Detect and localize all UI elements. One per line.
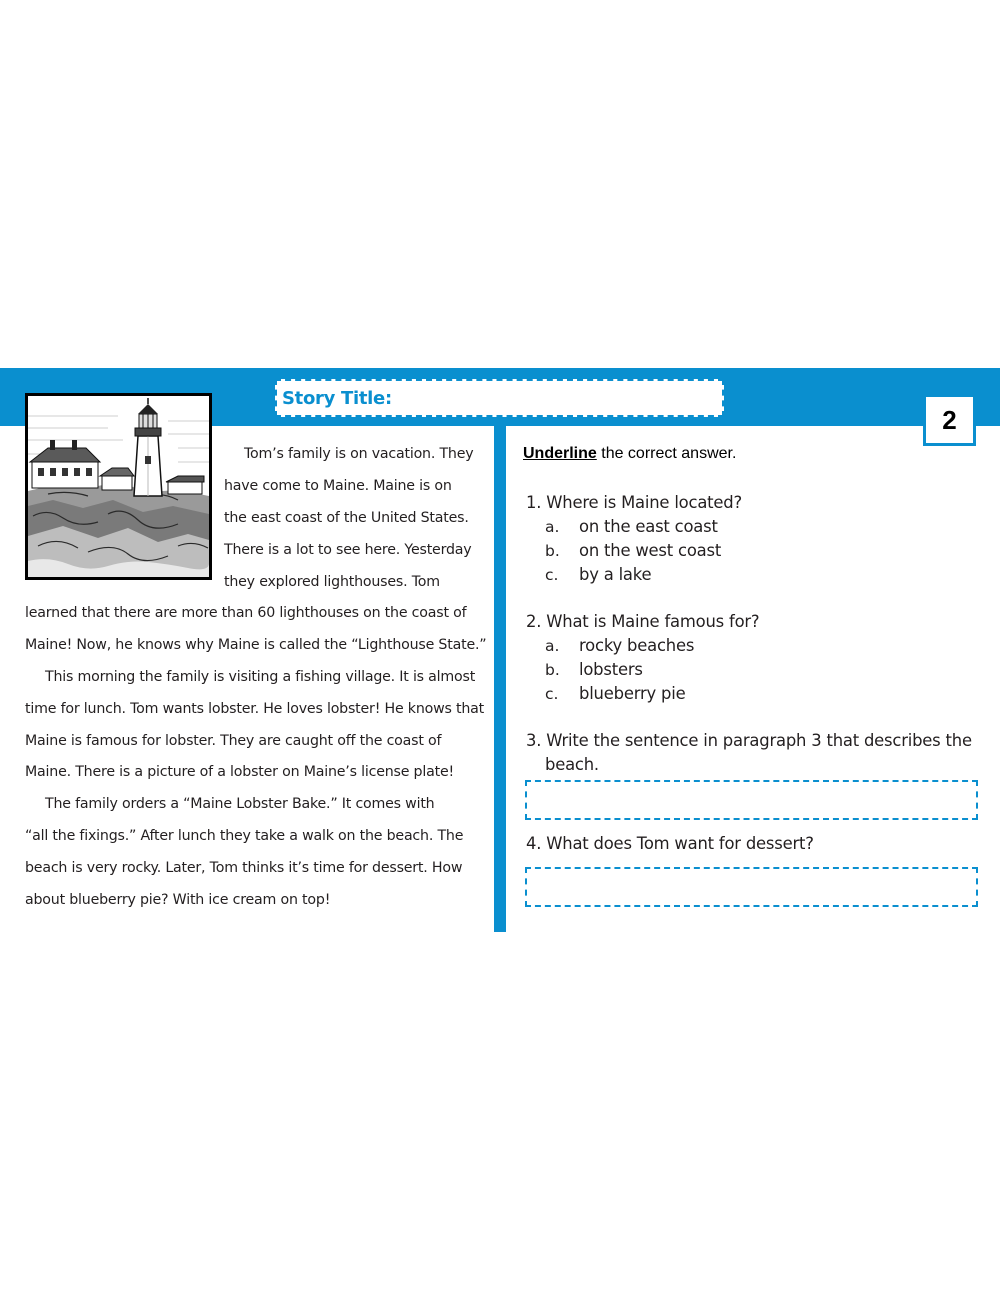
question-2: 2. What is Maine famous for?: [526, 612, 760, 631]
option-letter: c.: [545, 566, 559, 584]
option-letter: c.: [545, 685, 559, 703]
instruction-text: the correct answer.: [596, 445, 737, 462]
story-line: The family orders a “Maine Lobster Bake.” It comes with: [45, 796, 435, 812]
option-letter: b.: [545, 542, 560, 560]
lighthouse-illustration: [25, 393, 212, 580]
story-line: “all the fixings.” After lunch they take a walk on the beach. The: [25, 828, 464, 844]
option-text[interactable]: on the west coast: [579, 541, 722, 560]
option-text[interactable]: lobsters: [579, 660, 643, 679]
option-text[interactable]: rocky beaches: [579, 636, 695, 655]
option-text[interactable]: on the east coast: [579, 517, 718, 536]
answer-field-3[interactable]: [525, 780, 978, 820]
option-text[interactable]: by a lake: [579, 565, 652, 584]
story-line: have come to Maine. Maine is on: [224, 478, 452, 494]
option-letter: b.: [545, 661, 560, 679]
column-divider: [494, 426, 506, 932]
question-4: 4. What does Tom want for dessert?: [526, 834, 814, 853]
story-line: beach is very rocky. Later, Tom thinks it’s time for dessert. How: [25, 860, 463, 876]
option-letter: a.: [545, 518, 560, 536]
option-text[interactable]: blueberry pie: [579, 684, 686, 703]
instruction-emphasis: Underline: [523, 445, 597, 462]
story-line: learned that there are more than 60 lighthouses on the coast of: [25, 605, 467, 621]
instruction: [523, 445, 736, 463]
story-line: time for lunch. Tom wants lobster. He loves lobster! He knows that: [25, 701, 485, 717]
lighthouse-icon: [28, 396, 209, 577]
story-line: Tom’s family is on vacation. They: [244, 446, 474, 462]
page-number-badge: 2: [923, 394, 976, 446]
story-line: about blueberry pie? With ice cream on top!: [25, 892, 331, 908]
story-title-label: Story Title:: [282, 388, 392, 409]
story-line: Maine! Now, he knows why Maine is called the “Lighthouse State.”: [25, 637, 487, 653]
question-1: 1. Where is Maine located?: [526, 493, 742, 512]
story-line: This morning the family is visiting a fishing village. It is almost: [45, 669, 476, 685]
question-3: 3. Write the sentence in paragraph 3 that describes the: [526, 731, 972, 750]
option-letter: a.: [545, 637, 560, 655]
story-line: There is a lot to see here. Yesterday: [224, 542, 472, 558]
question-3-continued: beach.: [545, 755, 599, 774]
story-line: they explored lighthouses. Tom: [224, 574, 440, 590]
story-line: Maine is famous for lobster. They are caught off the coast of: [25, 733, 442, 749]
story-line: Maine. There is a picture of a lobster on Maine’s license plate!: [25, 764, 454, 780]
answer-field-4[interactable]: [525, 867, 978, 907]
story-line: the east coast of the United States.: [224, 510, 469, 526]
